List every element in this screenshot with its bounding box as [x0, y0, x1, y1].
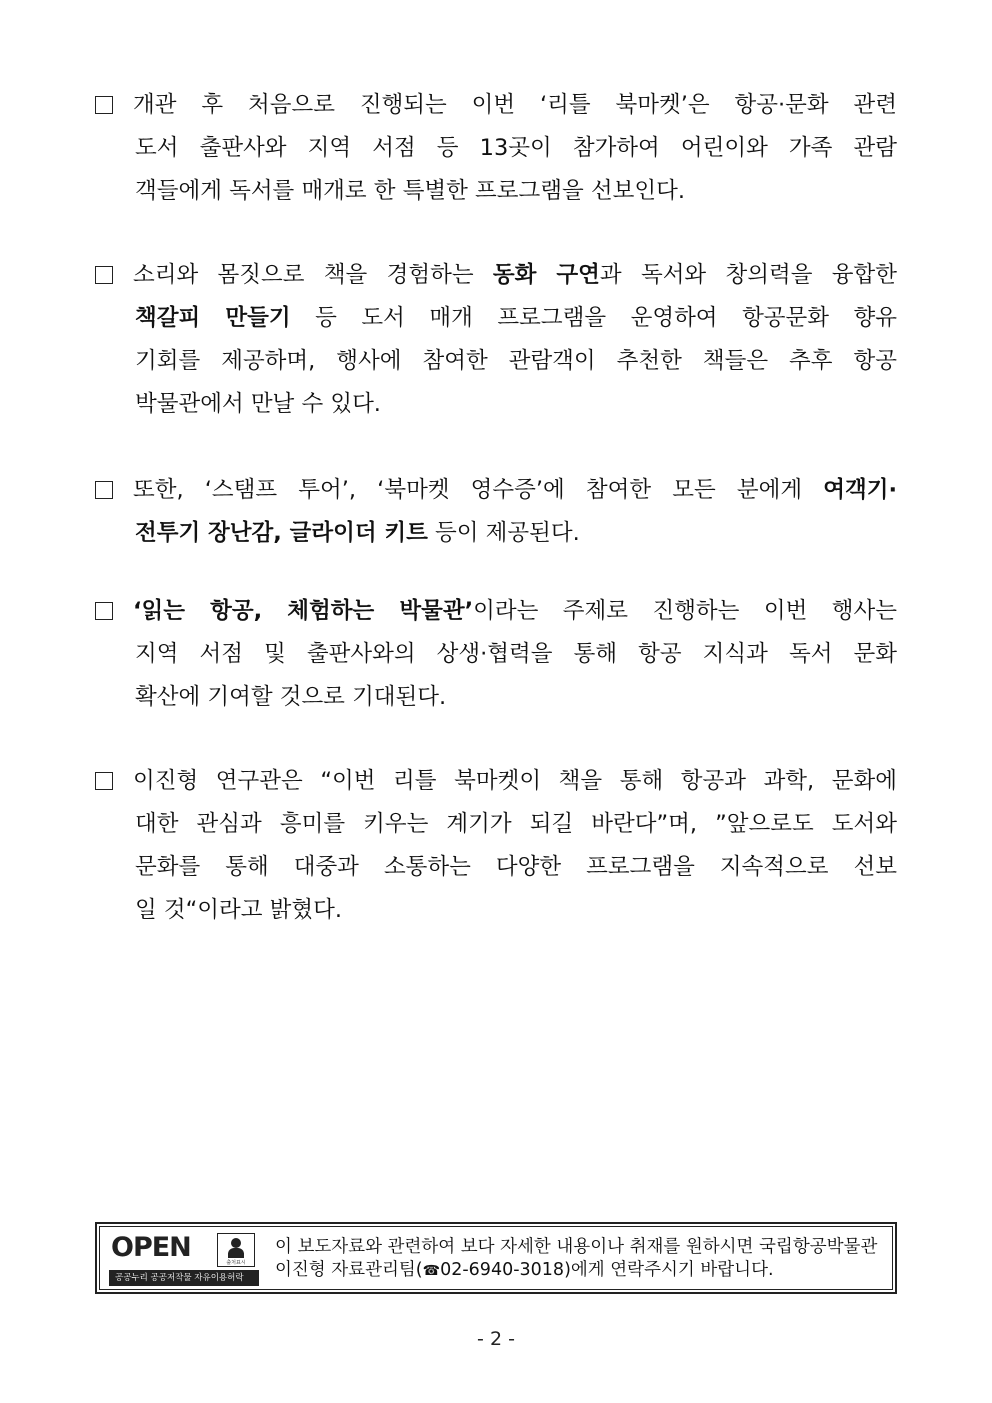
para2-line3: 기회를 제공하며, 행사에 참여한 관람객이 추천한 책들은 추후 항공 — [135, 348, 897, 374]
para3-bold-aircraft: 여객기· — [823, 477, 897, 503]
para1-line2: 도서 출판사와 지역 서점 등 13곳이 참가하여 어린이와 가족 관람 — [135, 135, 897, 161]
attribution-label: 출처표시 — [226, 1260, 246, 1266]
checkbox-bullet-icon — [95, 96, 113, 114]
para3-line1a: 또한, ‘스탬프 투어’, ‘북마켓 영수증’에 참여한 모든 분에게 — [133, 477, 824, 503]
attribution-icon — [217, 1233, 255, 1267]
para2-line4: 박물관에서 만날 수 있다. — [135, 391, 381, 417]
para2-line2b: 등 도서 매개 프로그램을 운영하여 항공문화 향유 — [290, 305, 898, 331]
para2-line1c: 과 독서와 창의력을 융합한 — [599, 262, 897, 288]
contact-info-box — [95, 1222, 897, 1294]
paragraph-3 — [95, 469, 897, 555]
kogl-caption: 공공누리 공공저작물 자유이용허락 — [109, 1270, 259, 1286]
para5-line2: 대한 관심과 흥미를 키우는 계기가 되길 바란다”며, ”앞으로도 도서와 — [135, 811, 897, 837]
page-number: - 2 - — [477, 1328, 515, 1350]
contact-line-1: 이 보도자료와 관련하여 보다 자세한 내용이나 취재를 원하시면 국립항공박물관 — [275, 1237, 878, 1257]
para3-line2b: 등이 제공된다. — [427, 520, 580, 546]
para4-line1b: 이라는 주제로 진행하는 이번 행사는 — [473, 598, 897, 624]
para4-bold-theme: ‘읽는 항공, 체험하는 박물관’ — [133, 598, 474, 624]
contact-line-2b: 02-6940-3018)에게 연락주시기 바랍니다. — [440, 1260, 774, 1280]
para1-line1: 개관 후 처음으로 진행되는 이번 ‘리틀 북마켓’은 항공·문화 관련 — [133, 92, 897, 118]
checkbox-bullet-icon — [95, 481, 113, 499]
checkbox-bullet-icon — [95, 266, 113, 284]
kogl-open-logo — [109, 1232, 259, 1286]
para2-bold-bookmark: 책갈피 만들기 — [135, 305, 291, 331]
checkbox-bullet-icon — [95, 602, 113, 620]
paragraph-5 — [95, 760, 897, 932]
contact-line-2a: 이진형 자료관리팀( — [275, 1260, 423, 1280]
para5-line4: 일 것“이라고 밝혔다. — [135, 897, 342, 923]
para5-line1: 이진형 연구관은 “이번 리틀 북마켓이 책을 통해 항공과 과학, 문화에 — [133, 768, 897, 794]
contact-text — [275, 1236, 877, 1283]
para2-bold-storytelling: 동화 구연 — [492, 262, 600, 288]
paragraph-2 — [95, 254, 897, 426]
para3-bold-toys: 전투기 장난감, 글라이더 키트 — [135, 520, 428, 546]
para4-line3: 확산에 기여할 것으로 기대된다. — [135, 684, 447, 710]
paragraph-1 — [95, 84, 897, 213]
open-logo-word: OPEN — [111, 1232, 191, 1263]
para4-line2: 지역 서점 및 출판사와의 상생·협력을 통해 항공 지식과 독서 문화 — [135, 641, 897, 667]
para1-line3: 객들에게 독서를 매개로 한 특별한 프로그램을 선보인다. — [135, 178, 685, 204]
phone-icon: ☎ — [422, 1263, 441, 1279]
para5-line3: 문화를 통해 대중과 소통하는 다양한 프로그램을 지속적으로 선보 — [135, 854, 897, 880]
para2-line1a: 소리와 몸짓으로 책을 경험하는 — [133, 262, 493, 288]
paragraph-4 — [95, 590, 897, 719]
checkbox-bullet-icon — [95, 772, 113, 790]
